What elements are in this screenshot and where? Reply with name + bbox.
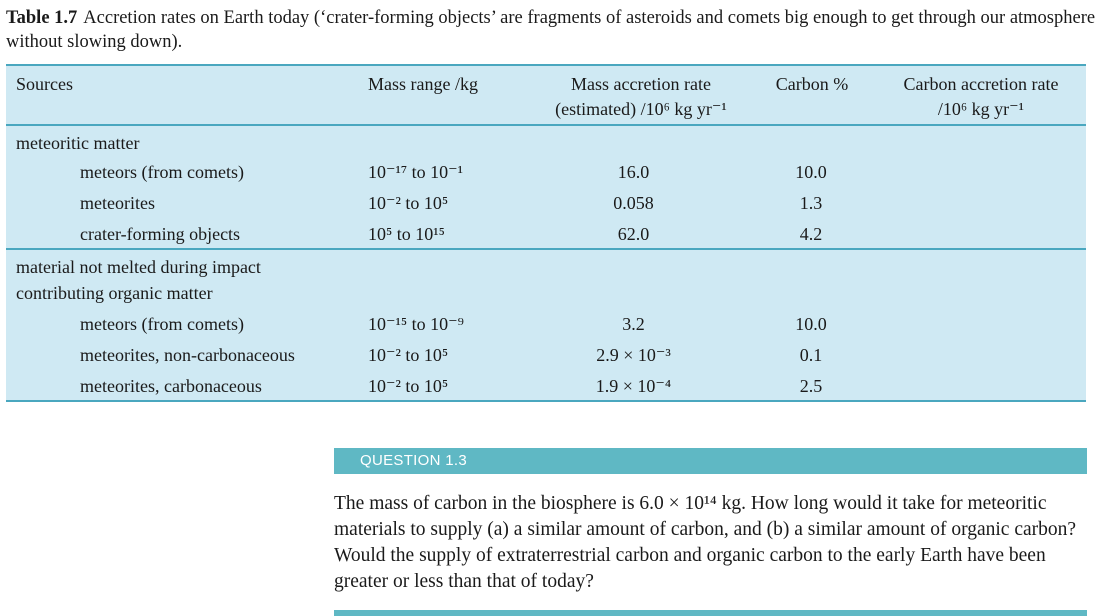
question-text: The mass of carbon in the biosphere is 6.0 × 10¹⁴ kg. How long would it take for meteoritic materials to supply (a) a similar amount of carbon, and (b) a similar amount of organic carbon? Would the supply of extraterrestrial carbon and organic carbon to the early Earth have been greater or less than that of today? (334, 493, 1077, 592)
cell-mass-range: 10⁻² to 10⁵ (368, 376, 449, 396)
cell-mass-rate: 3.2 (622, 314, 645, 334)
group-subtitle: contributing organic matter (16, 283, 213, 303)
cell-mass-rate: 16.0 (617, 162, 650, 182)
table-caption (6, 6, 1096, 54)
cell-carbon-percent: 2.5 (799, 376, 823, 396)
cell-mass-rate: 1.9 × 10⁻⁴ (595, 376, 672, 396)
question-header-bar (334, 448, 1087, 474)
header-carbon-rate-line2: /10⁶ kg yr⁻¹ (937, 99, 1025, 119)
cell-source: meteors (from comets) (80, 162, 244, 182)
group-title: meteoritic matter (16, 133, 140, 153)
header-mass-rate-line1: Mass accretion rate (571, 74, 711, 94)
table-row (6, 157, 1086, 188)
cell-carbon-percent: 10.0 (795, 162, 827, 182)
accretion-table (6, 64, 1086, 402)
table-row (6, 188, 1086, 219)
header-sources: Sources (16, 74, 73, 94)
cell-mass-range: 10⁻¹⁷ to 10⁻¹ (368, 162, 464, 182)
cell-carbon-percent: 0.1 (799, 345, 823, 365)
header-carbon-accretion-rate (886, 72, 1076, 122)
cell-source: meteorites (80, 193, 155, 213)
table-row (6, 219, 1086, 250)
cell-mass-rate: 62.0 (617, 224, 650, 244)
cell-carbon-percent: 1.3 (799, 193, 823, 213)
caption-text: Accretion rates on Earth today (‘crater-forming objects’ are fragments of asteroids and comets big enough to get through our atmosphere without slowing down). (6, 8, 1096, 52)
header-mass-rate-line2: (estimated) /10⁶ kg yr⁻¹ (555, 99, 727, 119)
cell-mass-range: 10⁻² to 10⁵ (368, 193, 449, 213)
caption-label: Table 1.7 (6, 8, 78, 28)
table-row (6, 340, 1086, 371)
question-bottom-rule (334, 610, 1087, 616)
cell-mass-rate: 2.9 × 10⁻³ (596, 345, 671, 365)
group-title: material not melted during impact (16, 257, 261, 277)
cell-source: meteorites, carbonaceous (80, 376, 262, 396)
table-row (6, 371, 1086, 402)
cell-source: crater-forming objects (80, 224, 241, 244)
cell-source: meteorites, non-carbonaceous (80, 345, 295, 365)
question-label: QUESTION 1.3 (360, 452, 467, 469)
header-mass-accretion-rate (526, 72, 756, 122)
cell-mass-rate: 0.058 (613, 193, 654, 213)
cell-mass-range: 10⁵ to 10¹⁵ (368, 224, 445, 244)
cell-mass-range: 10⁻² to 10⁵ (368, 345, 449, 365)
table-header (6, 66, 1086, 126)
cell-source: meteors (from comets) (80, 314, 244, 334)
group-organic-matter (6, 248, 1086, 402)
cell-carbon-percent: 10.0 (795, 314, 827, 334)
header-carbon-percent: Carbon % (775, 74, 849, 94)
table-row (6, 309, 1086, 340)
cell-carbon-percent: 4.2 (799, 224, 823, 244)
cell-mass-range: 10⁻¹⁵ to 10⁻⁹ (368, 314, 464, 334)
header-carbon-rate-line1: Carbon accretion rate (903, 74, 1059, 94)
header-mass-range: Mass range /kg (368, 74, 478, 94)
group-meteoritic-matter (6, 128, 1086, 248)
